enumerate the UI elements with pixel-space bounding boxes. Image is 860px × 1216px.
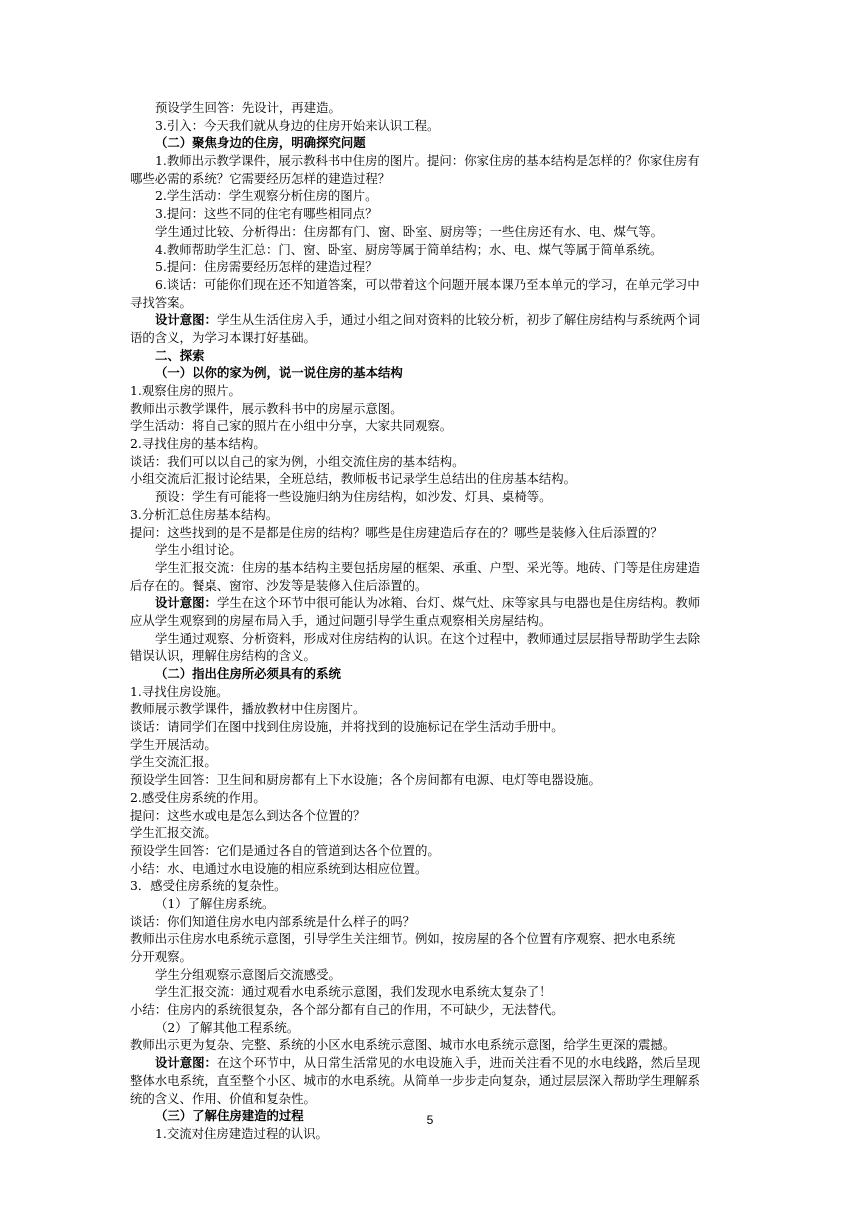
text-line: 2.感受住房系统的作用。 [130, 789, 266, 805]
text-line: 提问：这些找到的是不是都是住房的结构？哪些是住房建造后存在的？哪些是装修入住后添置的？ [130, 524, 663, 540]
text-line: 5.提问：住房需要经历怎样的建造过程？ [155, 259, 378, 275]
text-line: 谈话：请同学们在图中找到住房设施，并将找到的设施标记在学生活动手册中。 [130, 719, 564, 735]
section-heading: （二）指出住房所必须具有的系统 [155, 666, 341, 681]
text-line: 小组交流后汇报讨论结果，全班总结，教师板书记录学生总结出的住房基本结构。 [130, 471, 577, 487]
text-line: 错误认识，理解住房结构的含义。 [130, 648, 316, 664]
text-line: 3．感受住房系统的复杂性。 [130, 878, 287, 894]
text-line: 3.分析汇总住房基本结构。 [130, 506, 279, 522]
text-line: 学生开展活动。 [130, 736, 217, 752]
design-intent-label: 设计意图： [155, 312, 217, 328]
text-line: 教师出示教学课件，展示教科书中的房屋示意图。 [130, 400, 403, 416]
design-intent-label: 设计意图： [155, 1055, 217, 1071]
text-line: 1.寻找住房设施。 [130, 683, 229, 699]
design-intent-text: 在这个环节中，从日常生活常见的水电设施入手，进而关注看不见的水电线路，然后呈现 [216, 1055, 701, 1071]
text-line: 学生通过观察、分析资料，形成对住房结构的认识。在这个过程中，教师通过层层指导帮助学生去除 [155, 630, 701, 646]
text-line: 1.教师出示教学课件，展示教科书中住房的图片。提问：你家住房的基本结构是怎样的？你家住房有 [155, 153, 700, 169]
text-line: 3.提问：这些不同的住宅有哪些相同点？ [155, 206, 378, 222]
design-intent-label: 设计意图： [155, 595, 217, 611]
text-line: 整体水电系统，直至整个小区、城市的水电系统。从简单一步步走向复杂，通过层层深入帮助学生理解系 [130, 1072, 700, 1088]
text-line: 小结：住房内的系统很复杂，各个部分都有自己的作用，不可缺少，无法替代。 [130, 1002, 564, 1018]
text-line [130, 594, 730, 612]
text-line: 学生通过比较、分析得出：住房都有门、窗、卧室、厨房等；一些住房还有水、电、煤气等。 [155, 223, 664, 239]
section-heading: （二）聚焦身边的住房，明确探究问题 [155, 135, 366, 151]
text-line: 提问：这些水或电是怎么到达各个位置的？ [130, 807, 366, 823]
text-line: 学生交流汇报。 [130, 754, 217, 770]
text-line: 1.观察住房的照片。 [130, 383, 241, 398]
text-line: 1.交流对住房建造过程的认识。 [155, 1125, 328, 1141]
text-line: 分开观察。 [130, 949, 192, 964]
text-line: （2）了解其他工程系统。 [155, 1019, 300, 1035]
text-line: 谈话：你们知道住房水电内部系统是什么样子的吗？ [130, 913, 415, 929]
text-line: 预设：学生有可能将一些设施归纳为住房结构，如沙发、灯具、桌椅等。 [155, 489, 552, 505]
section-heading: 二、探索 [155, 347, 205, 363]
section-heading: （三）了解住房建造的过程 [155, 1108, 304, 1124]
text-line: 谈话：我们可以以自己的家为例，小组交流住房的基本结构。 [130, 453, 465, 469]
text-line: 哪些必需的系统？它需要经历怎样的建造过程？ [130, 170, 391, 186]
text-line: 预设学生回答：卫生间和厨房都有上下水设施；各个房间都有电源、电灯等电器设施。 [130, 772, 601, 788]
text-line: 寻找答案。 [130, 294, 192, 310]
design-intent-text: 学生在这个环节中很可能认为冰箱、台灯、煤气灶、床等家具与电器也是住房结构。教师 [216, 595, 701, 611]
text-line: 学生汇报交流：住房的基本结构主要包括房屋的框架、承重、户型、采光等。地砖、门等是住房建造 [155, 559, 701, 575]
text-line: 学生小组讨论。 [155, 542, 242, 558]
text-line: 学生分组观察示意图后交流感受。 [155, 966, 341, 982]
section-heading: （一）以你的家为例，说一说住房的基本结构 [155, 365, 403, 381]
text-line: 统的含义、作用、价值和复杂性。 [130, 1090, 316, 1106]
text-line: 6.谈话：可能你们现在还不知道答案，可以带着这个问题开展本课乃至本单元的学习，在单元学习中 [155, 276, 700, 292]
text-line: 教师出示住房水电系统示意图，引导学生关注细节。例如，按房屋的各个位置有序观察、把水电系统 [130, 931, 676, 947]
text-line: 教师出示更为复杂、完整、系统的小区水电系统示意图、城市水电系统示意图，给学生更深的震撼。 [130, 1037, 676, 1053]
text-line: 4.教师帮助学生汇总：门、窗、卧室、厨房等属于简单结构；水、电、煤气等属于简单系统。 [155, 241, 663, 257]
text-line: 学生汇报交流。 [130, 825, 217, 841]
text-line: 3.引入：今天我们就从身边的住房开始来认识工程。 [155, 117, 440, 133]
text-line: 小结：水、电通过水电设施的相应系统到达相应位置。 [130, 860, 428, 876]
text-line: 教师展示教学课件，播放教材中住房图片。 [130, 701, 366, 717]
text-line: 学生汇报交流：通过观看水电系统示意图，我们发现水电系统太复杂了！ [155, 984, 552, 1000]
text-line: 学生活动：将自己家的照片在小组中分享，大家共同观察。 [130, 418, 453, 434]
document-body [130, 99, 730, 1143]
text-line [130, 1054, 730, 1072]
design-intent-text: 学生从生活住房入手，通过小组之间对资料的比较分析，初步了解住房结构与系统两个词 [216, 312, 701, 328]
text-line [130, 311, 730, 329]
page-number: 5 [426, 1113, 434, 1127]
text-line: 预设学生回答：它们是通过各自的管道到达各个位置的。 [130, 842, 440, 858]
text-line: 应从学生观察到的房屋布局入手，通过问题引导学生重点观察相关房屋结构。 [130, 612, 552, 628]
text-line: 2.寻找住房的基本结构。 [130, 436, 266, 452]
text-line: （1）了解住房系统。 [155, 895, 275, 911]
text-line: 语的含义，为学习本课打好基础。 [130, 329, 316, 345]
text-line: 2.学生活动：学生观察分析住房的图片。 [155, 188, 378, 204]
text-line: 预设学生回答：先设计，再建造。 [155, 100, 341, 115]
text-line: 后存在的。餐桌、窗帘、沙发等是装修入住后添置的。 [130, 577, 428, 593]
